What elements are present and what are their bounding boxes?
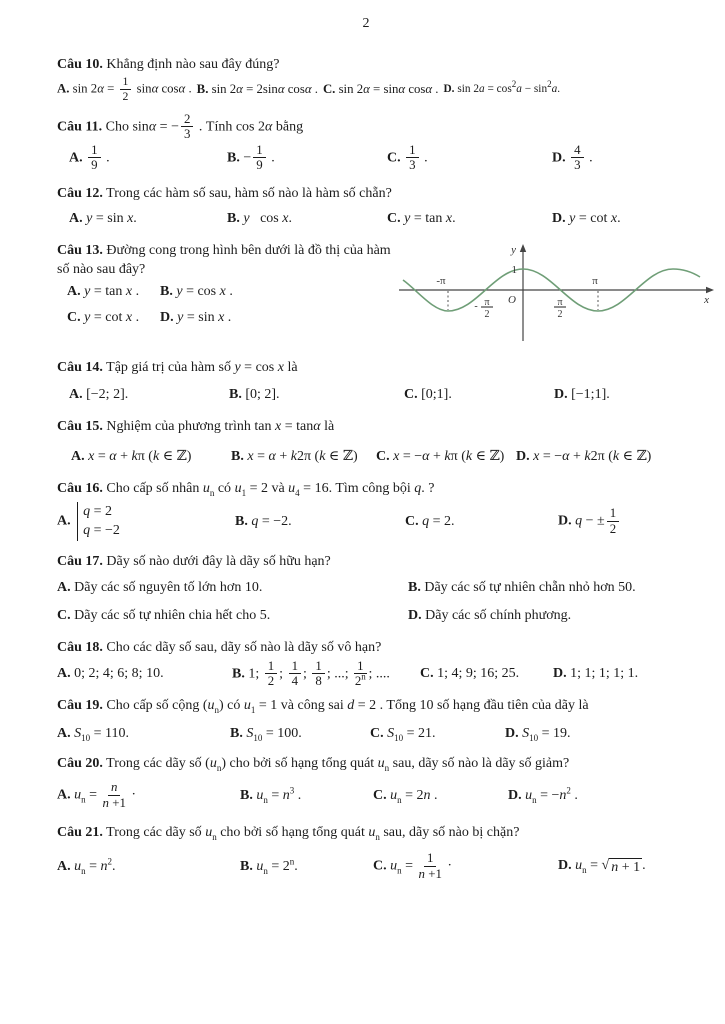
option-d: D. $\sin 2a = \cos^2a - \sin^2a$.	[443, 79, 561, 96]
tick-pi-2-den: 2	[557, 309, 563, 321]
question-12	[57, 185, 705, 228]
option-c: C. [0;1].	[404, 386, 452, 402]
option-c: C. x = −α + kπ (k ∈ ℤ)	[376, 449, 505, 465]
option-a: A. $u_n = n^2$.	[57, 856, 116, 876]
option-d: D. $u_n$ = √ n + 1 .	[558, 857, 705, 877]
origin-label: O	[508, 294, 516, 307]
option-c: C. $u_n$ = $\frac{1}{n +1}$ ·	[373, 851, 453, 881]
option-d: D. Dãy các số chính phương.	[408, 608, 572, 624]
option-b: B. q = −2.	[235, 513, 292, 529]
option-b: B. sin 2α = 2sinα cosα .	[196, 82, 318, 97]
page-number: 2	[362, 16, 370, 31]
question-15	[57, 418, 705, 466]
question-13	[57, 242, 709, 352]
option-c: C. sin 2α = sinα cosα .	[322, 82, 439, 97]
option-d: D. x = −α + k2π (k ∈ ℤ)	[516, 449, 652, 465]
tick-neg-pi-2-sign: -	[474, 301, 478, 313]
option-d: D. $u_n = -n^2$ .	[508, 784, 578, 805]
option-b: B. [0; 2].	[229, 386, 280, 402]
option-a: A. x = α + kπ (k ∈ ℤ)	[71, 449, 192, 465]
option-c: C. $\frac{1}{3}$ .	[387, 142, 428, 173]
question-stem: Câu 16. Cho cấp số nhân $u_n$ có $u_1 = 2$ và $u_4 = 16$. Tìm công bội q. ?	[57, 481, 435, 499]
question-stem: Câu 14. Tập giá trị của hàm số y = cos x là	[57, 359, 298, 375]
option-b: B. $S_{10} = 100$.	[230, 725, 302, 743]
question-stem: Câu 13. Đường cong trong hình bên dưới là đồ thị của hàm số nào sau đây?	[57, 243, 391, 277]
question-14	[57, 359, 705, 404]
option-b: B. $u_n = 2^n$.	[240, 856, 298, 876]
option-a: A. Dãy các số nguyên tố lớn hơn 10.	[57, 580, 263, 596]
option-b: B. $u_n = n^3$ .	[240, 784, 302, 805]
tick-pi-2-num: π	[557, 297, 563, 309]
option-b: B. − $\frac{1}{9}$ .	[227, 142, 275, 173]
option-d: D. y = sin x .	[160, 309, 232, 325]
question-18	[57, 639, 705, 688]
option-d: D. q − ± $\frac{1}{2}$	[558, 507, 705, 536]
option-a: A. y = sin x.	[69, 211, 137, 227]
option-c: C. 1; 4; 9; 16; 25.	[420, 666, 520, 682]
cosine-graph	[395, 238, 715, 346]
question-11	[57, 113, 705, 173]
option-a: A. $\frac{1}{9}$ .	[69, 142, 110, 173]
y-axis-label: y	[511, 244, 516, 257]
question-stem: Câu 21. Trong các dãy số $u_n$ cho bởi số hạng tổng quát $u_n$ sau, dãy số nào bị chặn?	[57, 825, 520, 843]
option-d: D. 1; 1; 1; 1; 1.	[553, 666, 639, 682]
option-a: A. $u_n$ = $\frac{n}{n +1}$ ·	[57, 780, 137, 810]
question-16	[57, 480, 705, 541]
question-stem: Câu 11. Cho sinα = − $\frac{2}{3}$ . Tính cos 2α bằng	[57, 111, 304, 142]
option-b: B. 1; $\frac{1}{2}$ ; $\frac{1}{4}$ ; $\frac{1}{8}$ ; ...; $\frac{1}{2^n}$ ; ....	[232, 658, 390, 689]
question-stem: Câu 18. Cho các dãy số sau, dãy số nào là dãy số vô hạn?	[57, 640, 382, 656]
tick-neg-pi: -π	[436, 275, 446, 288]
option-b: B. x = α + k2π (k ∈ ℤ)	[231, 449, 358, 465]
option-c: C. Dãy các số tự nhiên chia hết cho 5.	[57, 608, 271, 624]
option-b: B. y cos x.	[227, 211, 292, 227]
peak-value-label: 1	[511, 264, 517, 277]
question-stem: Câu 10. Khẳng định nào sau đây đúng?	[57, 57, 280, 72]
option-a: A. q = 2 q = −2	[57, 502, 235, 540]
tick-pi: π	[592, 275, 598, 288]
option-d: D. [−1;1].	[554, 386, 610, 402]
tick-neg-pi-2-num: π	[484, 297, 490, 309]
option-d: D. $S_{10} = 19$.	[505, 725, 571, 743]
option-d: D. y = cot x.	[552, 211, 621, 227]
option-c: C. $u_n = 2n$ .	[373, 787, 438, 805]
x-axis-label: x	[704, 294, 709, 307]
option-c: C. y = cot x .	[67, 309, 140, 325]
option-b: B. Dãy các số tự nhiên chẵn nhỏ hơn 50.	[408, 580, 636, 596]
question-stem: Câu 20. Trong các dãy số $(u_n)$ cho bởi số hạng tổng quát $u_n$ sau, dãy số nào là dãy số giảm?	[57, 756, 570, 773]
figure-container	[395, 238, 715, 352]
option-a: A. 0; 2; 4; 6; 8; 10.	[57, 666, 164, 682]
option-b: B. y = cos x .	[160, 283, 233, 299]
option-c: C. q = 2.	[405, 513, 455, 529]
option-a: A. sin 2α = $\frac{1}{2}$ sinα cosα .	[57, 75, 192, 103]
question-17	[57, 553, 705, 626]
option-d: D. $\frac{4}{3}$ .	[552, 142, 593, 173]
option-c: C. $S_{10} = 21$.	[370, 725, 436, 743]
question-stem: Câu 15. Nghiệm của phương trình tan x = tanα là	[57, 418, 335, 434]
question-stem: Câu 12. Trong các hàm số sau, hàm số nào là hàm số chẵn?	[57, 185, 392, 201]
question-21	[57, 824, 705, 881]
tick-neg-pi-2-den: 2	[484, 309, 490, 321]
option-c: C. y = tan x.	[387, 211, 456, 227]
option-a: A. [−2; 2].	[69, 386, 129, 402]
option-a: A. $S_{10} = 110$.	[57, 725, 130, 743]
question-stem: Câu 17. Dãy số nào dưới đây là dãy số hữu hạn?	[57, 553, 331, 569]
question-20	[57, 755, 705, 810]
question-stem: Câu 19. Cho cấp số cộng $(u_n)$ có $u_1 = 1$ và công sai d = 2 . Tổng 10 số hạng đầu tiên của dãy là	[57, 697, 589, 715]
question-19	[57, 697, 705, 743]
question-10	[57, 56, 705, 103]
option-a: A. y = tan x .	[67, 283, 140, 299]
